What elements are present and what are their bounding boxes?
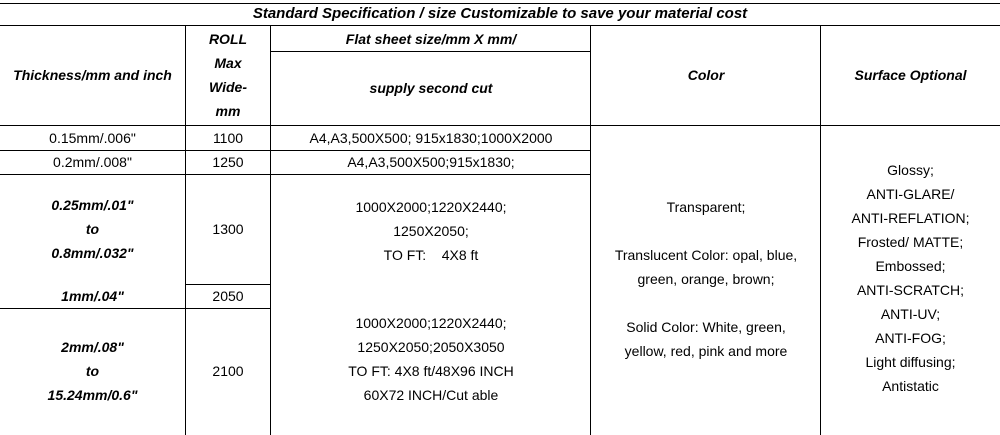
header-roll-line: mm bbox=[215, 103, 241, 119]
surface-line: ANTI-SCRATCH; bbox=[856, 282, 965, 298]
header-roll-max-wide bbox=[185, 27, 271, 123]
surface-line: Frosted/ MATTE; bbox=[857, 234, 964, 250]
row-thickness: 0.15mm/.006" bbox=[49, 130, 136, 146]
header-roll-line: Wide- bbox=[209, 79, 247, 95]
color-options bbox=[591, 195, 821, 363]
color-spacer bbox=[591, 219, 821, 243]
row-roll-width: 2050 bbox=[212, 288, 244, 304]
color-line: Solid Color: White, green, bbox=[626, 319, 786, 335]
sheet-size-line: TO FT: 4X8 ft/48X96 INCH bbox=[348, 363, 514, 379]
sheet-size-line: 1250X2050;2050X3050 bbox=[357, 339, 505, 355]
row-thickness: 1mm/.04" bbox=[61, 288, 124, 304]
surface-line: ANTI-GLARE/ bbox=[866, 186, 955, 202]
sheet-size-line: 1000X2000;1220X2440; bbox=[355, 315, 507, 331]
surface-line: Light diffusing; bbox=[865, 354, 956, 370]
sheet-size-line: 1000X2000;1220X2440; bbox=[355, 199, 507, 215]
header-second-cut: supply second cut bbox=[369, 80, 493, 96]
thickness-line: 0.25mm/.01" bbox=[51, 197, 134, 213]
thickness-line: to bbox=[85, 363, 100, 379]
header-surface: Surface Optional bbox=[854, 67, 967, 83]
header-thickness: Thickness/mm and inch bbox=[13, 67, 172, 83]
row-sheet-sizes: A4,A3,500X500; 915x1830;1000X2000 bbox=[309, 130, 553, 146]
color-line: yellow, red, pink and more bbox=[624, 343, 788, 359]
row-roll-width: 2100 bbox=[212, 363, 244, 379]
row-thickness-range bbox=[0, 335, 185, 407]
sheet-size-line: TO FT: 4X8 ft bbox=[383, 247, 479, 263]
color-line: green, orange, brown; bbox=[637, 271, 775, 287]
row-sheet-sizes: A4,A3,500X500;915x1830; bbox=[347, 154, 515, 170]
thickness-line: 2mm/.08" bbox=[61, 339, 124, 355]
header-flat-sheet: Flat sheet size/mm X mm/ bbox=[345, 31, 517, 47]
row-thickness-range bbox=[0, 193, 185, 265]
row-roll-width: 1300 bbox=[212, 221, 244, 237]
surface-line: Antistatic bbox=[882, 378, 939, 394]
sheet-size-line: 60X72 INCH/Cut able bbox=[363, 387, 499, 403]
surface-line: ANTI-REFLATION; bbox=[851, 210, 970, 226]
surface-line: ANTI-UV; bbox=[880, 306, 941, 322]
header-color: Color bbox=[687, 67, 725, 83]
thickness-line: 0.8mm/.032" bbox=[51, 245, 134, 261]
surface-line: ANTI-FOG; bbox=[875, 330, 946, 346]
row-sheet-sizes bbox=[271, 311, 591, 435]
surface-line: Glossy; bbox=[887, 162, 934, 178]
color-spacer bbox=[591, 291, 821, 315]
table-title: Standard Specification / size Customizable to save your material cost bbox=[252, 5, 748, 22]
row-roll-width: 1250 bbox=[212, 154, 244, 170]
thickness-line: to bbox=[85, 221, 100, 237]
color-line: Translucent Color: opal, blue, bbox=[614, 247, 798, 263]
row-sheet-sizes bbox=[271, 195, 591, 267]
sheet-size-line: 1250X2050; bbox=[393, 223, 469, 239]
surface-options bbox=[821, 158, 1000, 398]
row-thickness: 0.2mm/.008" bbox=[53, 154, 132, 170]
color-line: Transparent; bbox=[666, 199, 746, 215]
header-roll-line: ROLL bbox=[208, 31, 248, 47]
surface-line: Embossed; bbox=[875, 258, 946, 274]
row-roll-width: 1100 bbox=[212, 130, 244, 146]
header-roll-line: Max bbox=[214, 55, 242, 71]
thickness-line: 15.24mm/0.6" bbox=[47, 387, 138, 403]
